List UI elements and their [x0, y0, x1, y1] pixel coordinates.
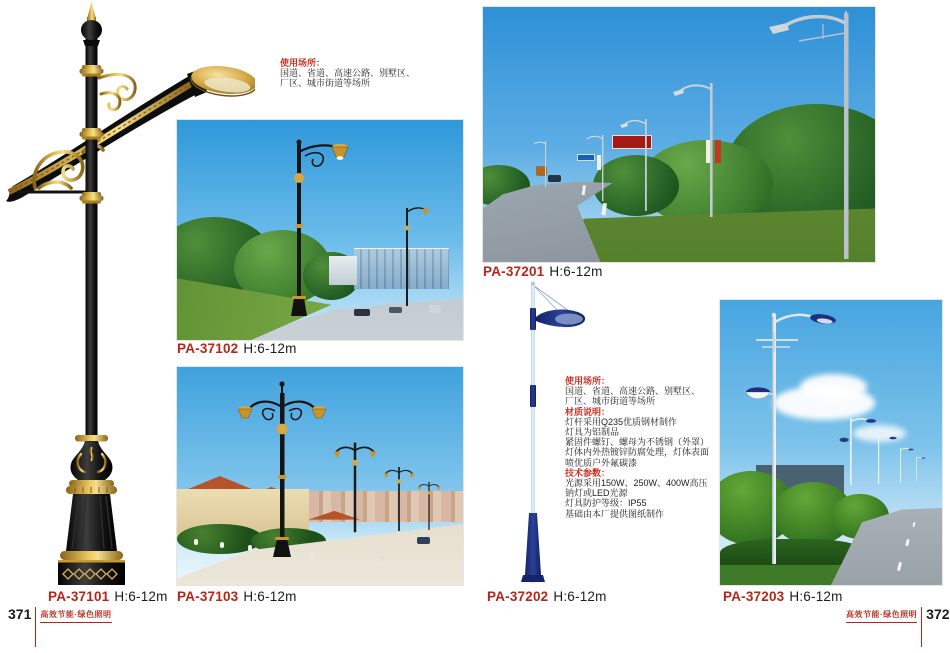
section-line: 灯杆采用Q235优质钢材制作: [565, 416, 678, 427]
section-line: 灯具防护等级：IP55: [565, 498, 647, 509]
street-lamps: [720, 300, 942, 585]
product-code: PA-37201: [483, 264, 545, 279]
street-lamp: [177, 120, 463, 340]
usage-title: 使用场所：: [280, 58, 326, 68]
label-pa-37201: [483, 264, 603, 279]
section-line: 光源采用150W、250W、400W高压: [565, 478, 708, 489]
usage-block-left: [280, 58, 440, 89]
section-line: 喷优质户外氟碳漆: [565, 457, 638, 468]
product-code: PA-37102: [177, 341, 239, 356]
usage-line: 厂区、城市街道等场所: [280, 78, 371, 89]
product-code: PA-37203: [723, 589, 785, 604]
section-line: 基础由本厂提供图纸制作: [565, 508, 665, 519]
product-code: PA-37202: [487, 589, 549, 604]
product-code: PA-37103: [177, 589, 239, 604]
footer-slogan-right: 高效节能·绿色照明: [846, 609, 917, 623]
section-line: 钠灯或LED光源: [565, 488, 628, 499]
street-lamps: [177, 367, 463, 585]
footer-divider: [35, 607, 36, 647]
section-line: 灯体内外热镀锌防腐处理，灯体表面: [565, 447, 710, 458]
product-spec: H:6-12m: [114, 589, 168, 604]
label-pa-37203: [723, 589, 843, 604]
page-number-right: 372: [926, 606, 950, 622]
label-pa-37103: [177, 589, 297, 604]
footer-slogan-left: 高效节能·绿色照明: [40, 609, 111, 623]
label-pa-37102: [177, 341, 297, 356]
footer-left: [8, 607, 112, 647]
product-spec: H:6-12m: [243, 341, 297, 356]
section-line: 国道、省道、高速公路、别墅区、: [565, 386, 701, 397]
section-title: 材质说明：: [565, 406, 611, 417]
label-pa-37202: [487, 589, 607, 604]
street-lamps: [483, 7, 875, 262]
product-spec: H:6-12m: [549, 264, 603, 279]
footer-right: [846, 607, 950, 647]
product-spec: H:6-12m: [243, 589, 297, 604]
product-spec: H:6-12m: [789, 589, 843, 604]
section-line: 紧固件螺钉、螺母为不锈钢（外罩）: [565, 437, 710, 448]
photo-pa-37201: [483, 7, 875, 262]
page-number-left: 371: [8, 606, 32, 622]
product-spec: H:6-12m: [553, 589, 607, 604]
label-pa-37101: [48, 589, 168, 604]
section-title: 使用场所：: [565, 376, 611, 386]
photo-pa-37203: [720, 300, 942, 585]
product-code: PA-37101: [48, 589, 110, 604]
section-line: 灯具为铝制品: [565, 427, 620, 438]
section-line: 厂区、城市街道等场所: [565, 396, 656, 407]
photo-pa-37103: [177, 367, 463, 585]
spec-info-block: [565, 376, 735, 519]
usage-line: 国道、省道、高速公路、别墅区、: [280, 68, 416, 79]
footer-divider: [921, 607, 922, 647]
section-title: 技术参数：: [565, 467, 611, 478]
photo-pa-37102: [177, 120, 463, 340]
